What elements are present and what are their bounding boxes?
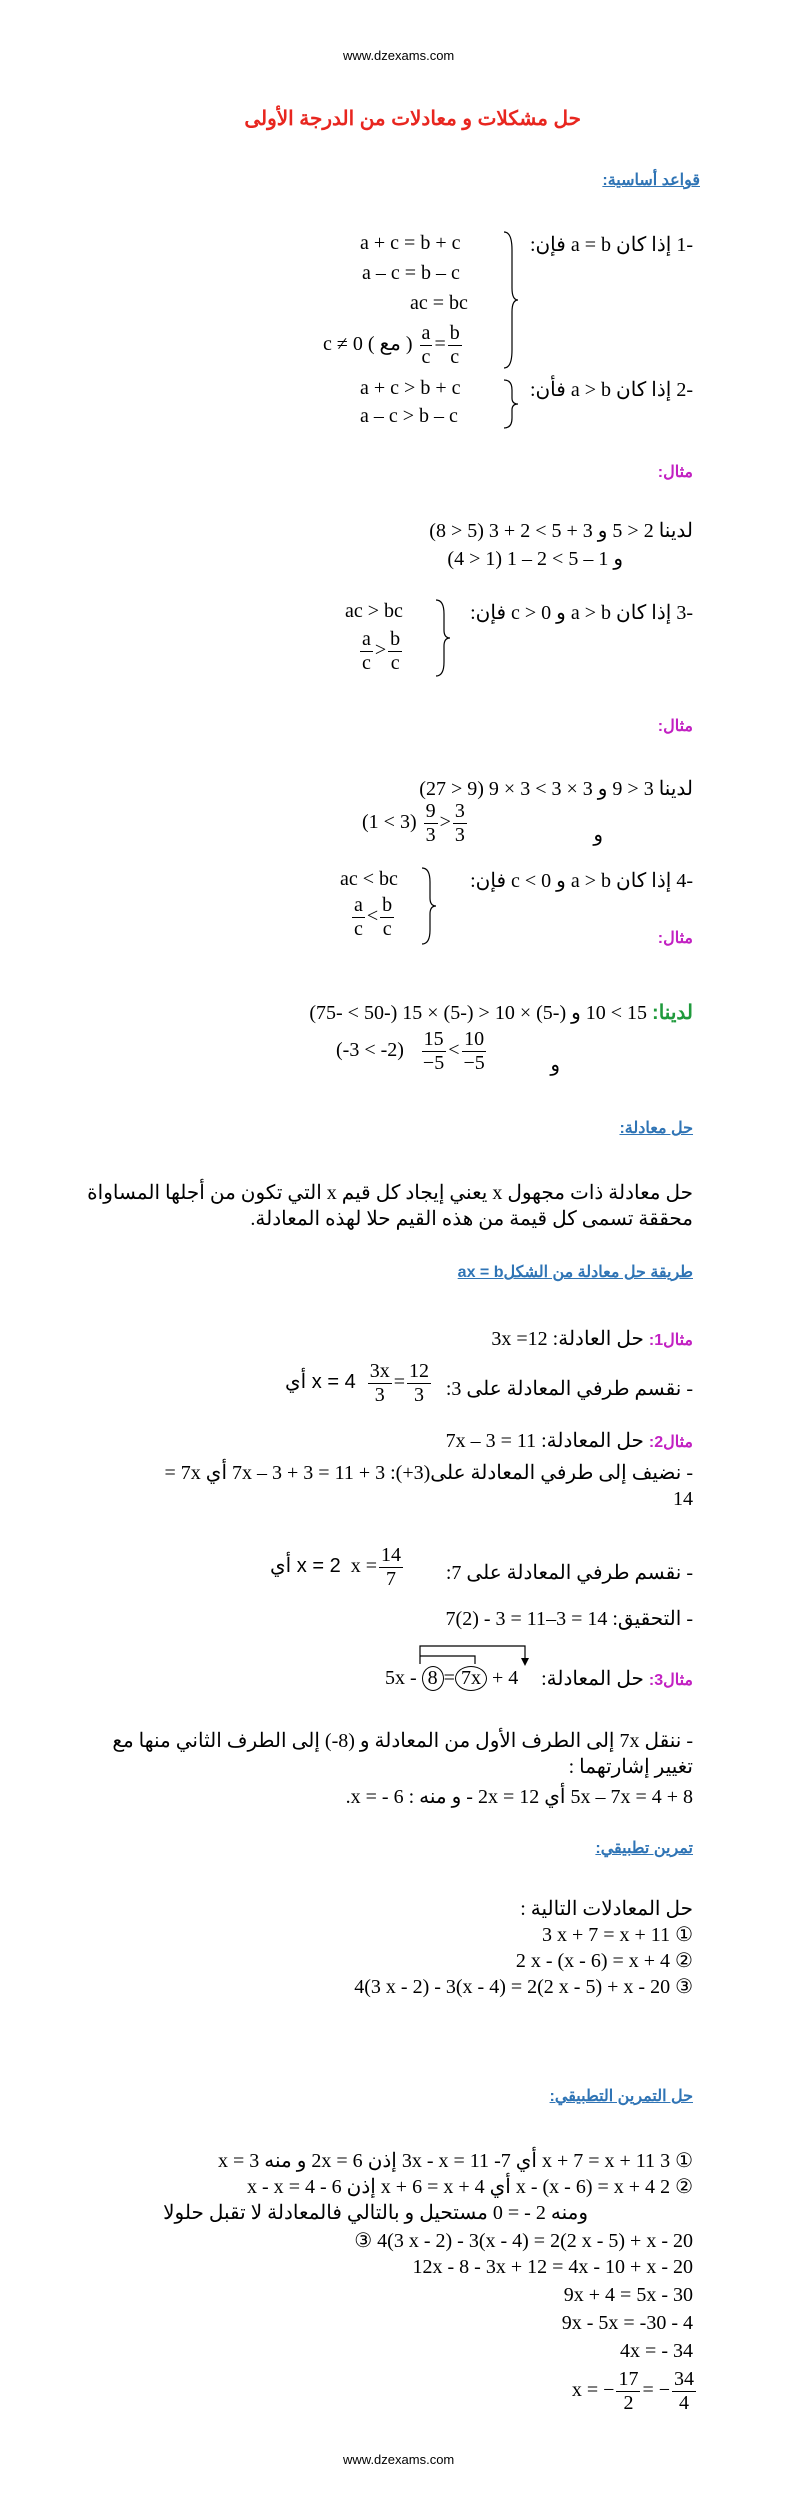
example3-compare: (-3 < -2) bbox=[336, 1039, 404, 1062]
solve-para1: حل معادلة ذات مجهول x يعني إيجاد كل قيم x التي تكون من أجلها المساواة bbox=[87, 1182, 693, 1204]
example2-fraction: (1 < 3) $\frac{9}{3}$ > $\frac{3}{3}$ bbox=[362, 800, 465, 846]
example3-line1: 15 > 10 و (-5) × 10 < (-5) × 15 (-50 > -75) bbox=[309, 1002, 648, 1024]
method-ex2-result: أي x = 2 bbox=[270, 1555, 341, 1578]
solution-s8-x: x = − bbox=[571, 2379, 615, 2402]
solve-heading: حل معادلة: bbox=[619, 1120, 693, 1137]
method-ex2-step1-tail: 14 bbox=[673, 1488, 693, 1510]
rule4-fraction: $\frac{a}{c}$ < $\frac{b}{c}$ bbox=[354, 894, 393, 940]
method-ex1 bbox=[491, 1326, 693, 1351]
rule3-frac-left bbox=[360, 628, 373, 675]
rule1-frac-c1: c bbox=[421, 346, 431, 368]
basic-rules-heading: قواعد أساسية: bbox=[602, 172, 700, 189]
method-ex1-text: حل العادلة: 3x =12 bbox=[491, 1328, 644, 1350]
method-ex2-check: - التحقيق: 14 = 3–11 = 3 - (2)7 bbox=[445, 1608, 693, 1630]
method-ex2-frac bbox=[379, 1544, 403, 1591]
example1-line1: لدينا 2 < 5 و 3 + 5 > 2 + 3 (5 < 8) bbox=[429, 520, 693, 542]
method-heading-eq: ax = b bbox=[457, 1264, 504, 1281]
method-ex1-label: مثال1: bbox=[648, 1332, 693, 1349]
site-footer: www.dzexams.com bbox=[343, 2452, 455, 2467]
method-ex3-final: 5x – 7x = 4 + 8 أي 2x = 12 - و منه : 6 - = x. bbox=[345, 1786, 693, 1808]
method-heading-text: طريقة حل معادلة من الشكل bbox=[503, 1264, 693, 1281]
example1-heading: مثال: bbox=[657, 464, 693, 481]
method-ex3-eq-a: 5x - bbox=[385, 1667, 417, 1689]
rule4-frac-c2: c bbox=[382, 918, 392, 940]
rule2-eq1: a + c > b + c bbox=[360, 377, 461, 399]
exercise-heading: تمرين تطبيقي: bbox=[595, 1840, 693, 1857]
method-ex1-frac-n1: 3x bbox=[369, 1360, 390, 1382]
method-ex3 bbox=[541, 1666, 693, 1691]
method-ex2-x: x = bbox=[350, 1555, 377, 1578]
method-ex2-step2: - نقسم طرفي المعادلة على 7: bbox=[445, 1562, 693, 1584]
rule3-brace bbox=[432, 598, 452, 678]
example3-fraction: (-3 < -2) $\frac{15}{-5}$ < $\frac{10}{-5}$ bbox=[336, 1028, 485, 1074]
method-ex2-frac-n: 14 bbox=[380, 1544, 401, 1566]
exercise-eq3: 4(3 x - 2) - 3(x - 4) = 2(2 x - 5) + x - 20 ③ bbox=[354, 1976, 693, 1998]
method-ex1-frac-d1: 3 bbox=[374, 1384, 385, 1406]
method-ex2-fraction bbox=[270, 1544, 405, 1591]
example3-frac-10: 10 bbox=[464, 1028, 485, 1050]
rule4-label: -4 إذا كان a > b و c < 0 فإن: bbox=[470, 870, 693, 892]
rule4-frac-c1: c bbox=[354, 918, 363, 940]
method-ex1-frac-right bbox=[407, 1360, 431, 1407]
example3-frac-right bbox=[461, 1028, 486, 1075]
rule4-eq1: ac < bc bbox=[340, 868, 398, 890]
example2-frac-9: 9 bbox=[425, 800, 436, 822]
rule3-frac-c2: c bbox=[390, 652, 400, 674]
example3-frac-15: 15 bbox=[423, 1028, 444, 1050]
solution-eq-sign: = − bbox=[642, 2379, 670, 2402]
method-ex3-eq-e: + 4 bbox=[491, 1667, 519, 1689]
rule3-frac-right bbox=[388, 628, 402, 675]
solution-s6: 9x - 5x = -30 - 4 bbox=[561, 2312, 693, 2334]
example1-line2: و 1 – 5 > 2 – 1 (1 < 4) bbox=[447, 548, 623, 570]
rule2-eq2: a – c > b – c bbox=[360, 405, 458, 427]
example3-frac-m5a: −5 bbox=[422, 1052, 445, 1074]
method-ex3-step1: - ننقل 7x إلى الطرف الأول من المعادلة و (8-) إلى الطرف الثاني منها مع bbox=[112, 1730, 693, 1752]
rule1-brace bbox=[500, 230, 520, 370]
solution-s2b: ومنه 2 - = 0 مستحيل و بالتالي فالمعادلة لا تقبل حلولا bbox=[163, 2202, 588, 2224]
method-ex2-label: مثال2: bbox=[648, 1434, 693, 1451]
example2-waw: و bbox=[593, 824, 603, 846]
method-ex3-eq-d: 7x bbox=[455, 1666, 487, 1691]
exercise-intro: حل المعادلات التالية : bbox=[520, 1898, 693, 1920]
method-ex3-eq-c: = bbox=[443, 1667, 455, 1689]
method-ex1-frac-d2: 3 bbox=[413, 1384, 424, 1406]
example2-heading: مثال: bbox=[657, 718, 693, 735]
method-ex1-frac-n2: 12 bbox=[408, 1360, 429, 1382]
solution-frac-17: 17 bbox=[618, 2368, 639, 2390]
method-ex1-frac-left bbox=[368, 1360, 392, 1407]
solution-s8 bbox=[572, 2368, 698, 2415]
example3-frac-m5b: −5 bbox=[463, 1052, 485, 1074]
rule1-frac-b: b bbox=[449, 322, 460, 344]
rule3-label: -3 إذا كان a > b و c > 0 فإن: bbox=[470, 602, 693, 624]
rule4-frac-right bbox=[380, 894, 394, 941]
rule1-label: -1 إذا كان a = b فإن: bbox=[529, 234, 693, 256]
solution-s3: ③ 4(3 x - 2) - 3(x - 4) = 2(2 x - 5) + x - 20 bbox=[354, 2230, 693, 2252]
rule3-frac-b: b bbox=[390, 628, 401, 650]
rule3-frac-a: a bbox=[362, 628, 371, 650]
solution-heading: حل التمرين التطبيقي: bbox=[549, 2088, 693, 2105]
exercise-eq2: 2 x - (x - 6) = x + 4 ② bbox=[515, 1950, 693, 1972]
example2-frac-3b: 3 bbox=[454, 800, 465, 822]
method-ex2-frac-d: 7 bbox=[385, 1568, 396, 1590]
example3-frac-left bbox=[421, 1028, 446, 1075]
solution-s1: ① 3 x + 7 = x + 11 أي 7- 11 = 3x - x إذن 2x = 6 و منه x = 3 bbox=[217, 2150, 693, 2172]
rule1-frac-c2: c bbox=[450, 346, 460, 368]
rule4-frac-b: b bbox=[382, 894, 393, 916]
page-title: حل مشكلات و معادلات من الدرجة الأولى bbox=[244, 108, 581, 130]
example3-waw: و bbox=[550, 1054, 560, 1076]
solution-s4: 12x - 8 - 3x + 12 = 4x - 10 + x - 20 bbox=[412, 2256, 693, 2278]
rule1-frac-left bbox=[420, 322, 433, 369]
rule4-frac-a: a bbox=[354, 894, 363, 916]
site-header: www.dzexams.com bbox=[343, 48, 455, 63]
method-ex3-step2: تغيير إشارتهما : bbox=[568, 1756, 693, 1778]
example2-frac-3a: 3 bbox=[425, 824, 436, 846]
solution-s2: ② 2 x - (x - 6) = x + 4 أي x + 6 = x + 4 إذن 6 - 4 = x - x bbox=[247, 2176, 693, 2198]
solution-frac-2: 2 bbox=[623, 2392, 634, 2414]
rule1-eq1: a + c = b + c bbox=[360, 232, 461, 254]
rule3-fraction: $\frac{a}{c}$ > $\frac{b}{c}$ bbox=[362, 628, 401, 674]
method-ex2 bbox=[446, 1428, 693, 1453]
rule3-eq1: ac > bc bbox=[345, 600, 403, 622]
method-ex3-arrows bbox=[380, 1634, 540, 1674]
method-ex1-fraction: أي x = 4 $\frac{3x}{3}$ = $\frac{12}{3}$ bbox=[285, 1360, 429, 1406]
rule1-frac-right bbox=[448, 322, 462, 369]
example2-line1: لدينا 3 < 9 و 3 × 3 > 3 × 9 (9 < 27) bbox=[419, 778, 693, 800]
rule4-brace bbox=[418, 866, 438, 946]
method-ex2-step1: - نضيف إلى طرفي المعادلة على(3+): 3 + 11 = 3 + 3 – 7x أي 7x = bbox=[164, 1462, 693, 1484]
solution-s7: 4x = - 34 bbox=[620, 2340, 693, 2362]
example3-heading: مثال: bbox=[657, 930, 693, 947]
solve-para2: محققة تسمى كل قيمة من هذه القيم حلا لهذه المعادلة. bbox=[250, 1208, 693, 1230]
example2-frac-left bbox=[424, 800, 438, 847]
rule2-brace bbox=[500, 378, 520, 430]
rule1-eq2: a – c = b – c bbox=[362, 262, 460, 284]
example2-compare: (1 < 3) bbox=[362, 811, 417, 834]
method-ex3-label: مثال3: bbox=[648, 1672, 693, 1689]
solution-frac-4: 4 bbox=[679, 2392, 689, 2414]
rule1-eq3: ac = bc bbox=[410, 292, 468, 314]
method-ex1-result: أي x = 4 bbox=[285, 1371, 356, 1394]
rule1-fraction-eq: c ≠ 0 ( مع ) $\frac{a}{c}$ = $\frac{b}{c}$ bbox=[323, 322, 460, 368]
solution-s5: 9x + 4 = 5x - 30 bbox=[563, 2284, 693, 2306]
rule1-condition: c ≠ 0 ( مع ) bbox=[323, 333, 413, 356]
method-ex2-text: حل المعادلة: 7x – 3 = 11 bbox=[445, 1430, 644, 1452]
rule1-frac-a: a bbox=[421, 322, 431, 344]
method-heading bbox=[458, 1262, 693, 1282]
rule3-frac-c1: c bbox=[362, 652, 371, 674]
solution-frac-34: 34 bbox=[674, 2368, 694, 2390]
rule2-label: -2 إذا كان a > b فأن: bbox=[529, 379, 693, 401]
method-ex3-text: حل المعادلة: bbox=[541, 1668, 644, 1690]
method-ex3-eq-b: 8 bbox=[422, 1666, 444, 1691]
solution-frac-34-4 bbox=[672, 2368, 696, 2415]
example2-frac-right bbox=[453, 800, 467, 847]
example3-lead: لدينا: bbox=[652, 1002, 693, 1024]
method-ex1-step: - نقسم طرفي المعادلة على 3: bbox=[445, 1378, 693, 1400]
example2-frac-3c: 3 bbox=[454, 824, 465, 846]
solution-frac-17-2 bbox=[616, 2368, 640, 2415]
rule4-frac-left bbox=[352, 894, 365, 941]
exercise-eq1: 3 x + 7 = x + 11 ① bbox=[541, 1924, 693, 1946]
example3-line1-row bbox=[309, 1000, 693, 1025]
